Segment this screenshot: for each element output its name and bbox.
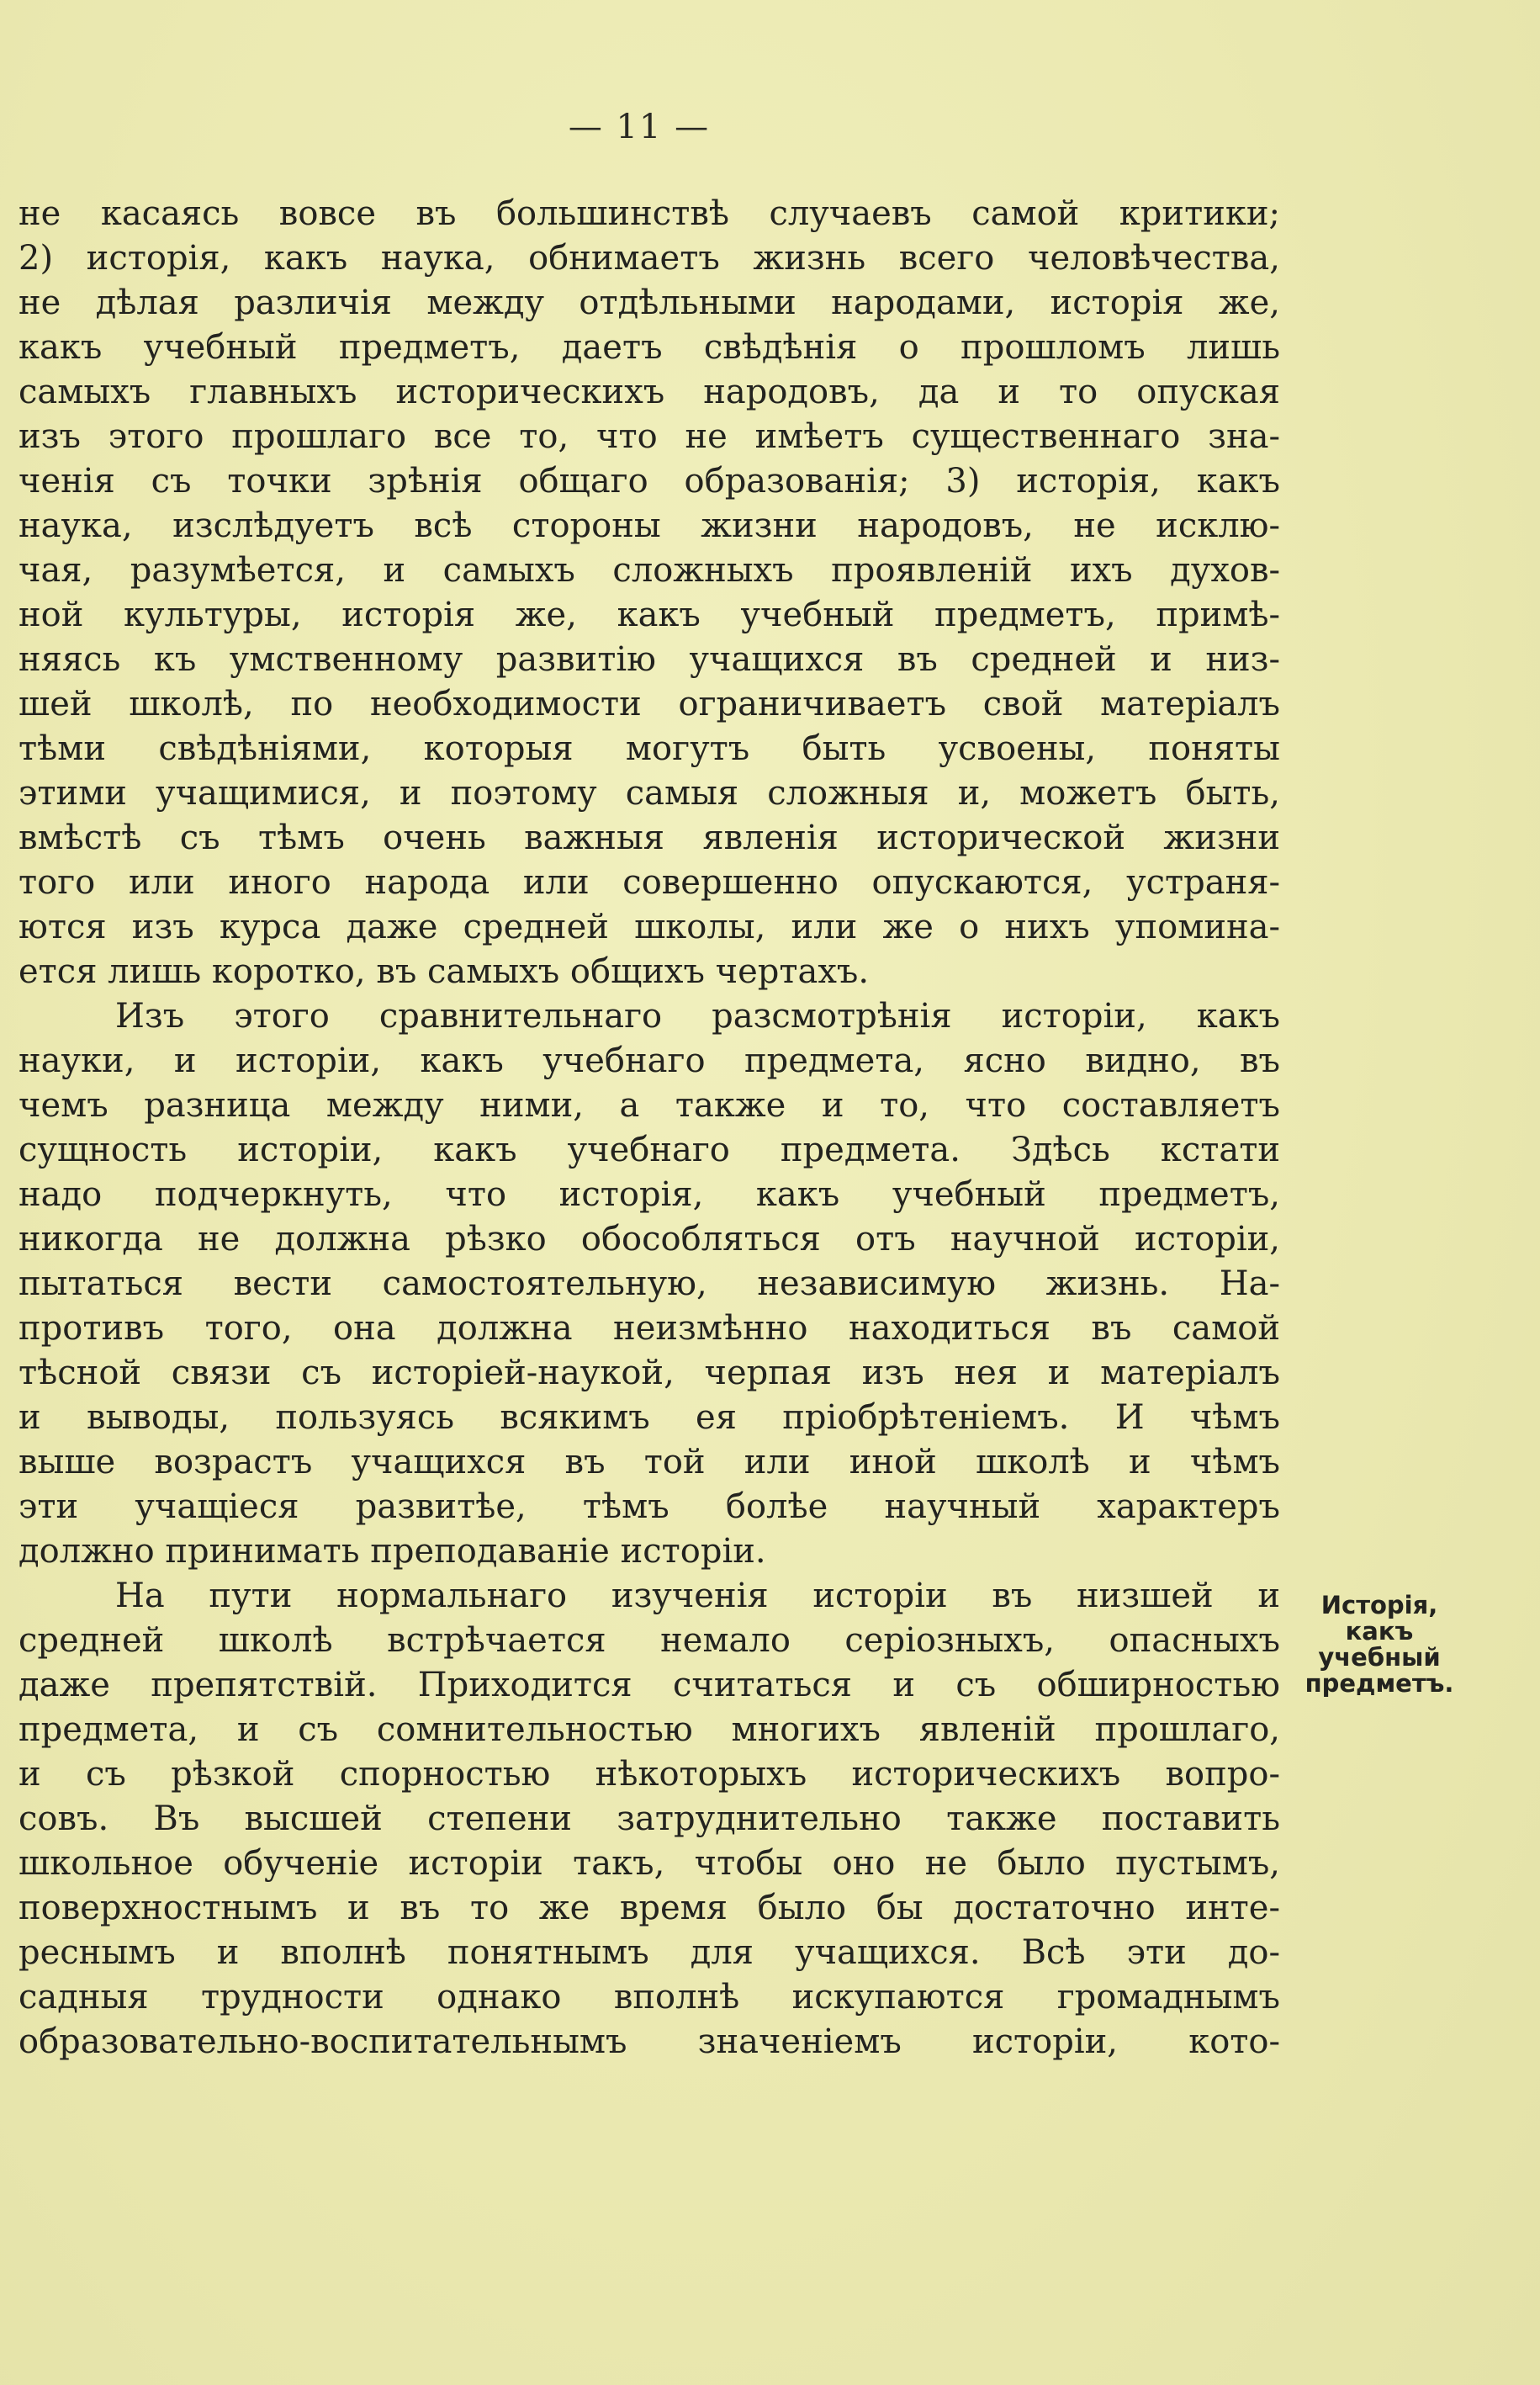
- text-line: науки, и исторіи, какъ учебнаго предмета, ясно видно, въ: [19, 1041, 1280, 1080]
- text-line: пытаться вести самостоятельную, независимую жизнь. На-: [19, 1264, 1280, 1303]
- text-line: даже препятствій. Приходится считаться и съ обширностью: [19, 1666, 1280, 1704]
- text-line: средней школѣ встрѣчается немало серіозныхъ, опасныхъ: [19, 1621, 1280, 1660]
- text-line: ченія съ точки зрѣнія общаго образованія; 3) исторія, какъ: [19, 462, 1280, 501]
- margin-note: [1295, 1593, 1463, 1697]
- paragraph-1: [19, 192, 1280, 994]
- text-line: наука, изслѣдуетъ всѣ стороны жизни народовъ, не исклю-: [19, 506, 1280, 545]
- margin-note-line: какъ: [1345, 1617, 1414, 1646]
- text-line: никогда не должна рѣзко обособляться отъ научной исторіи,: [19, 1220, 1280, 1259]
- text-line: и выводы, пользуясь всякимъ ея пріобрѣтеніемъ. И чѣмъ: [19, 1398, 1280, 1437]
- text-line: чемъ разница между ними, а также и то, что составляетъ: [19, 1086, 1280, 1125]
- text-line: ной культуры, исторія же, какъ учебный предметъ, примѣ-: [19, 596, 1280, 634]
- text-line: предмета, и съ сомнительностью многихъ явленій прошлаго,: [19, 1710, 1280, 1749]
- text-line: тѣсной связи съ исторіей-наукой, черпая изъ нея и матеріалъ: [19, 1354, 1280, 1392]
- text-line: сущность исторіи, какъ учебнаго предмета. Здѣсь кстати: [19, 1131, 1280, 1169]
- body-text: [19, 192, 1280, 2064]
- text-line: школьное обученіе исторіи такъ, чтобы оно не было пустымъ,: [19, 1844, 1280, 1883]
- text-line: изъ этого прошлаго все то, что не имѣетъ существеннаго зна-: [19, 417, 1280, 456]
- text-line: эти учащіеся развитѣе, тѣмъ болѣе научный характеръ: [19, 1487, 1280, 1526]
- text-line: совъ. Въ высшей степени затруднительно также поставить: [19, 1799, 1280, 1838]
- text-line: шей школѣ, по необходимости ограничиваетъ свой матеріалъ: [19, 685, 1280, 723]
- text-line: надо подчеркнуть, что исторія, какъ учебный предметъ,: [19, 1175, 1280, 1214]
- text-line: этими учащимися, и поэтому самыя сложныя и, можетъ быть,: [19, 774, 1280, 813]
- text-line: поверхностнымъ и въ то же время было бы достаточно инте-: [19, 1889, 1280, 1927]
- text-line: ются изъ курса даже средней школы, или же о нихъ упомина-: [19, 908, 1280, 946]
- text-line: Изъ этого сравнительнаго разсмотрѣнія исторіи, какъ: [115, 997, 1280, 1036]
- text-line: садныя трудности однако вполнѣ искупаются громаднымъ: [19, 1978, 1280, 2017]
- text-line: тѣми свѣдѣніями, которыя могутъ быть усвоены, поняты: [19, 729, 1280, 768]
- text-line: чая, разумѣется, и самыхъ сложныхъ проявленій ихъ духов-: [19, 551, 1280, 590]
- text-line: того или иного народа или совершенно опускаются, устраня-: [19, 863, 1280, 902]
- margin-note-line: Исторія,: [1320, 1591, 1438, 1619]
- text-line: няясь къ умственному развитію учащихся въ средней и низ-: [19, 640, 1280, 679]
- text-line: ется лишь коротко, въ самыхъ общихъ чертахъ.: [19, 952, 870, 991]
- text-line: самыхъ главныхъ историческихъ народовъ, да и то опуская: [19, 373, 1280, 411]
- text-line: не касаясь вовсе въ большинствѣ случаевъ самой критики;: [19, 194, 1280, 233]
- text-line: реснымъ и вполнѣ понятнымъ для учащихся. Всѣ эти до-: [19, 1933, 1280, 1972]
- text-line: вмѣстѣ съ тѣмъ очень важныя явленія исторической жизни: [19, 819, 1280, 857]
- text-line: выше возрастъ учащихся въ той или иной школѣ и чѣмъ: [19, 1443, 1280, 1481]
- text-line: и съ рѣзкой спорностью нѣкоторыхъ историческихъ вопро-: [19, 1755, 1280, 1794]
- margin-note-line: предметъ.: [1305, 1669, 1454, 1698]
- margin-note-line: учебный: [1318, 1643, 1441, 1672]
- text-line: 2) исторія, какъ наука, обнимаетъ жизнь всего человѣчества,: [19, 239, 1280, 278]
- text-line: противъ того, она должна неизмѣнно находиться въ самой: [19, 1309, 1280, 1348]
- text-line: На пути нормальнаго изученія исторіи въ низшей и: [115, 1577, 1280, 1615]
- text-line: не дѣлая различія между отдѣльными народами, исторія же,: [19, 284, 1280, 322]
- text-line: какъ учебный предметъ, даетъ свѣдѣнія о прошломъ лишь: [19, 328, 1280, 367]
- text-line: должно принимать преподаваніе исторіи.: [19, 1532, 766, 1571]
- paragraph-2: [19, 994, 1280, 1574]
- page-number: — 11 —: [568, 108, 711, 146]
- text-line: образовательно-воспитательнымъ значеніемъ исторіи, кото-: [19, 2022, 1280, 2061]
- paragraph-3: [19, 1574, 1280, 2064]
